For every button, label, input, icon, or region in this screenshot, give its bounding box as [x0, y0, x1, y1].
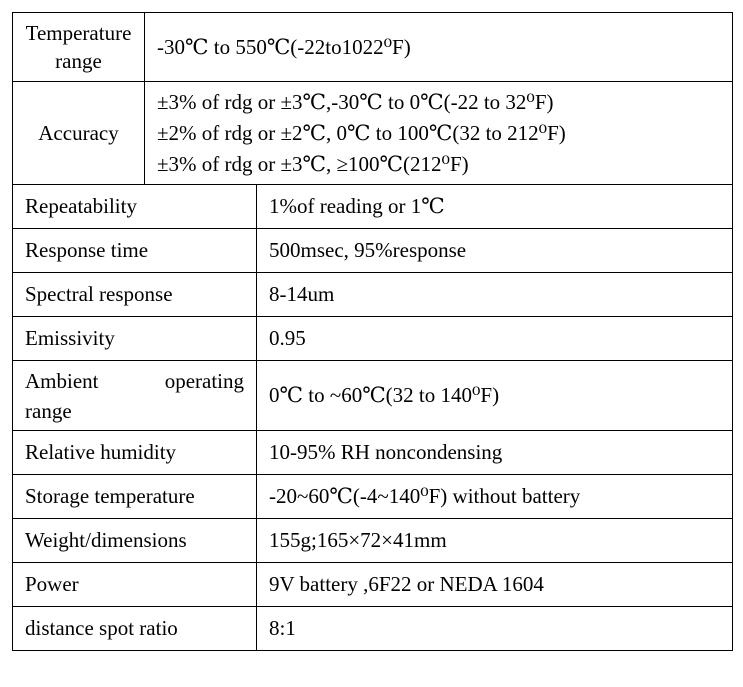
spec-value-accuracy: ±3% of rdg or ±3℃,-30℃ to 0℃(-22 to 32⁰F) ±2% of rdg or ±2℃, 0℃ to 100℃(32 to 212⁰F) ±3% of rdg or ±3℃, ≥100℃(212⁰F)	[145, 82, 733, 185]
spec-label-accuracy: Accuracy	[13, 82, 145, 185]
spec-value-response-time: 500msec, 95%response	[257, 229, 733, 273]
spec-value-repeatability: 1%of reading or 1℃	[257, 185, 733, 229]
spec-label-storage-temperature: Storage temperature	[13, 475, 257, 519]
specifications-table	[12, 12, 733, 651]
table-row	[13, 273, 733, 317]
spec-value-emissivity: 0.95	[257, 317, 733, 361]
spec-label-response-time: Response time	[13, 229, 257, 273]
table-row	[13, 475, 733, 519]
table-row	[13, 607, 733, 651]
spec-value-storage-temperature: -20~60℃(-4~140⁰F) without battery	[257, 475, 733, 519]
spec-label-distance-spot-ratio: distance spot ratio	[13, 607, 257, 651]
spec-label-spectral-response: Spectral response	[13, 273, 257, 317]
table-row	[13, 361, 733, 431]
table-row	[13, 563, 733, 607]
spec-value-spectral-response: 8-14um	[257, 273, 733, 317]
spec-label-ambient-operating-range: Ambient operating range	[13, 361, 257, 431]
spec-label-temperature-range: Temperature range	[13, 13, 145, 82]
spec-value-power: 9V battery ,6F22 or NEDA 1604	[257, 563, 733, 607]
table-row	[13, 185, 733, 229]
spec-label-power: Power	[13, 563, 257, 607]
spec-value-distance-spot-ratio: 8:1	[257, 607, 733, 651]
table-row	[13, 229, 733, 273]
spec-label-repeatability: Repeatability	[13, 185, 257, 229]
table-row	[13, 82, 733, 185]
spec-value-ambient-operating-range: 0℃ to ~60℃(32 to 140⁰F)	[257, 361, 733, 431]
spec-label-relative-humidity: Relative humidity	[13, 431, 257, 475]
table-row	[13, 431, 733, 475]
table-row	[13, 519, 733, 563]
table-row	[13, 13, 733, 82]
table-row	[13, 317, 733, 361]
spec-value-temperature-range: -30℃ to 550℃(-22to1022⁰F)	[145, 13, 733, 82]
spec-label-weight-dimensions: Weight/dimensions	[13, 519, 257, 563]
spec-value-weight-dimensions: 155g;165×72×41mm	[257, 519, 733, 563]
spec-value-relative-humidity: 10-95% RH noncondensing	[257, 431, 733, 475]
spec-label-emissivity: Emissivity	[13, 317, 257, 361]
